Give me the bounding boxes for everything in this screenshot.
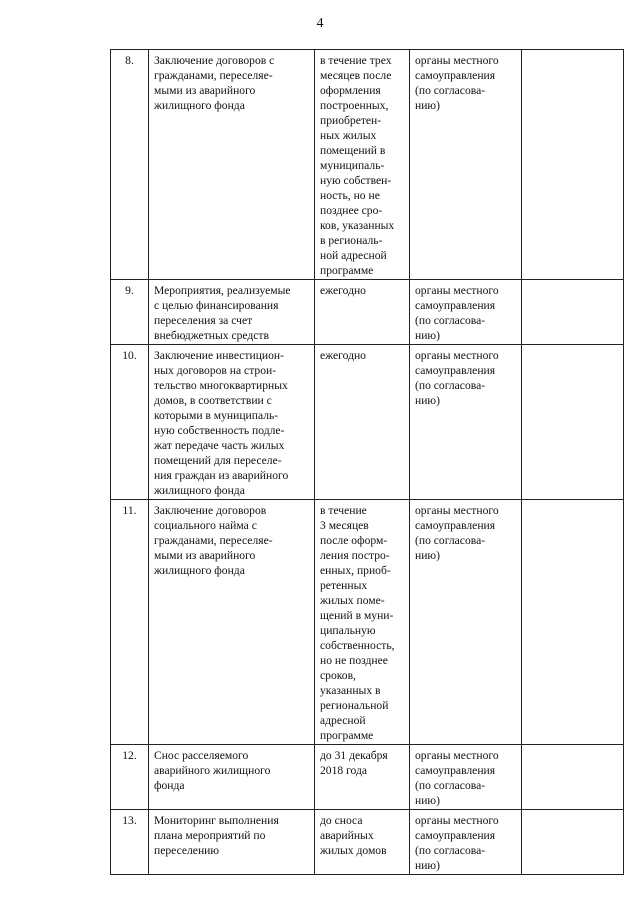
- row-number: 12.: [122, 749, 137, 762]
- responsible-line: (по согласова-: [415, 379, 486, 392]
- term-line: ципальную: [320, 624, 376, 637]
- row-number: 11.: [122, 504, 137, 517]
- term-line: до 31 декабря: [320, 749, 388, 762]
- table-row: [111, 345, 624, 500]
- term-line: ность, но не: [320, 189, 380, 202]
- term-line: ретенных: [320, 579, 368, 592]
- event-line: которыми в муниципаль-: [154, 409, 279, 422]
- table-row: [111, 745, 624, 810]
- event-line: внебюджетных средств: [154, 329, 269, 342]
- term-line: указанных в: [320, 684, 381, 697]
- responsible-line: органы местного: [415, 54, 499, 67]
- event-cell: [149, 50, 315, 280]
- term-line: ную собствен-: [320, 174, 392, 187]
- term-cell: [315, 280, 410, 345]
- term-line: в течение: [320, 504, 367, 517]
- responsible-line: (по согласова-: [415, 314, 486, 327]
- responsible-cell: [410, 50, 522, 280]
- term-line: построенных,: [320, 99, 389, 112]
- row-number: 9.: [125, 284, 134, 297]
- term-line: позднее сро-: [320, 204, 383, 217]
- table-row: [111, 280, 624, 345]
- term-line: адресной: [320, 714, 366, 727]
- responsible-line: нию): [415, 549, 440, 562]
- event-line: жилищного фонда: [154, 564, 245, 577]
- table-row: [111, 810, 624, 875]
- term-line: ежегодно: [320, 349, 366, 362]
- term-line: 2018 года: [320, 764, 368, 777]
- term-line: ления постро-: [320, 549, 390, 562]
- term-line: жилых поме-: [320, 594, 385, 607]
- term-line: региональной: [320, 699, 389, 712]
- row-number: 13.: [122, 814, 137, 827]
- measures-table-body: [111, 50, 624, 875]
- term-cell: [315, 50, 410, 280]
- term-line: в региональ-: [320, 234, 383, 247]
- term-cell: [315, 500, 410, 745]
- row-number-cell: [111, 745, 149, 810]
- event-line: аварийного жилищного: [154, 764, 271, 777]
- responsible-line: органы местного: [415, 284, 499, 297]
- responsible-line: самоуправления: [415, 69, 496, 82]
- responsible-line: нию): [415, 329, 440, 342]
- term-line: 3 месяцев: [320, 519, 369, 532]
- event-line: тельство многоквартирных: [154, 379, 288, 392]
- responsible-line: (по согласова-: [415, 779, 486, 792]
- term-cell: [315, 745, 410, 810]
- term-line: помещений в: [320, 144, 386, 157]
- event-cell: [149, 280, 315, 345]
- responsible-line: нию): [415, 794, 440, 807]
- event-cell: [149, 810, 315, 875]
- event-line: мыми из аварийного: [154, 84, 256, 97]
- empty-cell: [522, 745, 624, 810]
- empty-cell: [522, 500, 624, 745]
- responsible-line: нию): [415, 99, 440, 112]
- responsible-line: органы местного: [415, 504, 499, 517]
- term-line: программе: [320, 729, 374, 742]
- event-cell: [149, 345, 315, 500]
- row-number: 10.: [122, 349, 137, 362]
- term-line: муниципаль-: [320, 159, 385, 172]
- row-number-cell: [111, 50, 149, 280]
- row-number-cell: [111, 500, 149, 745]
- event-line: ную собственность подле-: [154, 424, 285, 437]
- responsible-line: органы местного: [415, 349, 499, 362]
- term-cell: [315, 810, 410, 875]
- event-line: жилищного фонда: [154, 484, 245, 497]
- event-line: Мероприятия, реализуемые: [154, 284, 291, 297]
- measures-table: [110, 49, 624, 875]
- term-line: оформления: [320, 84, 381, 97]
- row-number-cell: [111, 280, 149, 345]
- responsible-line: самоуправления: [415, 829, 496, 842]
- empty-cell: [522, 50, 624, 280]
- term-line: ежегодно: [320, 284, 366, 297]
- event-line: переселения за счет: [154, 314, 253, 327]
- responsible-line: самоуправления: [415, 364, 496, 377]
- term-line: ков, указанных: [320, 219, 395, 232]
- event-line: Заключение договоров: [154, 504, 267, 517]
- table-row: [111, 50, 624, 280]
- empty-cell: [522, 280, 624, 345]
- event-line: жилищного фонда: [154, 99, 245, 112]
- responsible-line: органы местного: [415, 749, 499, 762]
- page-number: 4: [316, 16, 324, 31]
- empty-cell: [522, 810, 624, 875]
- responsible-cell: [410, 280, 522, 345]
- term-line: жилых домов: [320, 844, 387, 857]
- term-line: енных, приоб-: [320, 564, 391, 577]
- empty-cell: [522, 345, 624, 500]
- event-line: Снос расселяемого: [154, 749, 249, 762]
- responsible-line: самоуправления: [415, 299, 496, 312]
- responsible-line: нию): [415, 859, 440, 872]
- event-line: Мониторинг выполнения: [154, 814, 279, 827]
- event-cell: [149, 500, 315, 745]
- term-line: ной адресной: [320, 249, 387, 262]
- term-cell: [315, 345, 410, 500]
- responsible-line: нию): [415, 394, 440, 407]
- responsible-line: самоуправления: [415, 519, 496, 532]
- event-line: плана мероприятий по: [154, 829, 266, 842]
- event-line: ных договоров на строи-: [154, 364, 277, 377]
- term-line: но не позднее: [320, 654, 388, 667]
- event-line: ния граждан из аварийного: [154, 469, 289, 482]
- row-number-cell: [111, 345, 149, 500]
- term-line: щений в муни-: [320, 609, 394, 622]
- term-line: месяцев после: [320, 69, 392, 82]
- responsible-line: органы местного: [415, 814, 499, 827]
- term-line: аварийных: [320, 829, 374, 842]
- responsible-line: (по согласова-: [415, 534, 486, 547]
- term-line: приобретен-: [320, 114, 382, 127]
- responsible-line: (по согласова-: [415, 844, 486, 857]
- event-cell: [149, 745, 315, 810]
- responsible-line: самоуправления: [415, 764, 496, 777]
- term-line: в течение трех: [320, 54, 392, 67]
- row-number: 8.: [125, 54, 134, 67]
- event-line: фонда: [154, 779, 185, 792]
- event-line: жат передаче часть жилых: [154, 439, 285, 452]
- event-line: мыми из аварийного: [154, 549, 256, 562]
- term-line: после оформ-: [320, 534, 388, 547]
- responsible-cell: [410, 810, 522, 875]
- term-line: сроков,: [320, 669, 356, 682]
- event-line: Заключение договоров с: [154, 54, 275, 67]
- term-line: программе: [320, 264, 374, 277]
- event-line: переселению: [154, 844, 220, 857]
- event-line: помещений для переселе-: [154, 454, 282, 467]
- event-line: Заключение инвестицион-: [154, 349, 284, 362]
- responsible-cell: [410, 745, 522, 810]
- event-line: с целью финансирования: [154, 299, 279, 312]
- responsible-cell: [410, 500, 522, 745]
- responsible-line: (по согласова-: [415, 84, 486, 97]
- event-line: гражданами, переселяе-: [154, 69, 273, 82]
- term-line: до сноса: [320, 814, 363, 827]
- event-line: социального найма с: [154, 519, 257, 532]
- row-number-cell: [111, 810, 149, 875]
- term-line: ных жилых: [320, 129, 377, 142]
- event-line: домов, в соответствии с: [154, 394, 272, 407]
- event-line: гражданами, переселяе-: [154, 534, 273, 547]
- responsible-cell: [410, 345, 522, 500]
- table-row: [111, 500, 624, 745]
- term-line: собственность,: [320, 639, 395, 652]
